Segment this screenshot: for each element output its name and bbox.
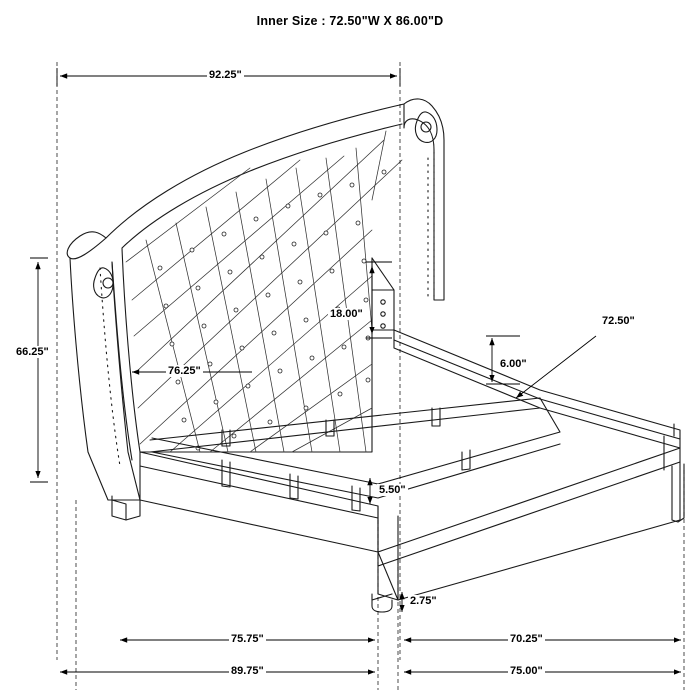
dimension-overall-depth-right: 75.00" [510, 665, 543, 677]
dimension-headboard-panel-width: 76.25" [168, 365, 201, 377]
dimension-slat-clearance: 5.50" [379, 484, 406, 496]
dimension-overall-depth-left: 89.75" [231, 665, 264, 677]
dimension-footboard-width-right: 70.25" [510, 633, 543, 645]
dimension-side-rail-length-left: 75.75" [231, 633, 264, 645]
dimension-overall-width-top: 92.25" [209, 69, 242, 81]
dimension-rail-to-headboard-height: 18.00" [330, 308, 363, 320]
dimension-inner-width-callout: 72.50" [602, 315, 635, 327]
page-title: Inner Size : 72.50"W X 86.00"D [256, 14, 444, 28]
dimension-foot-clearance: 2.75" [410, 595, 437, 607]
dimension-slat-rail-height: 6.00" [500, 358, 527, 370]
dimension-headboard-height: 66.25" [16, 346, 49, 358]
